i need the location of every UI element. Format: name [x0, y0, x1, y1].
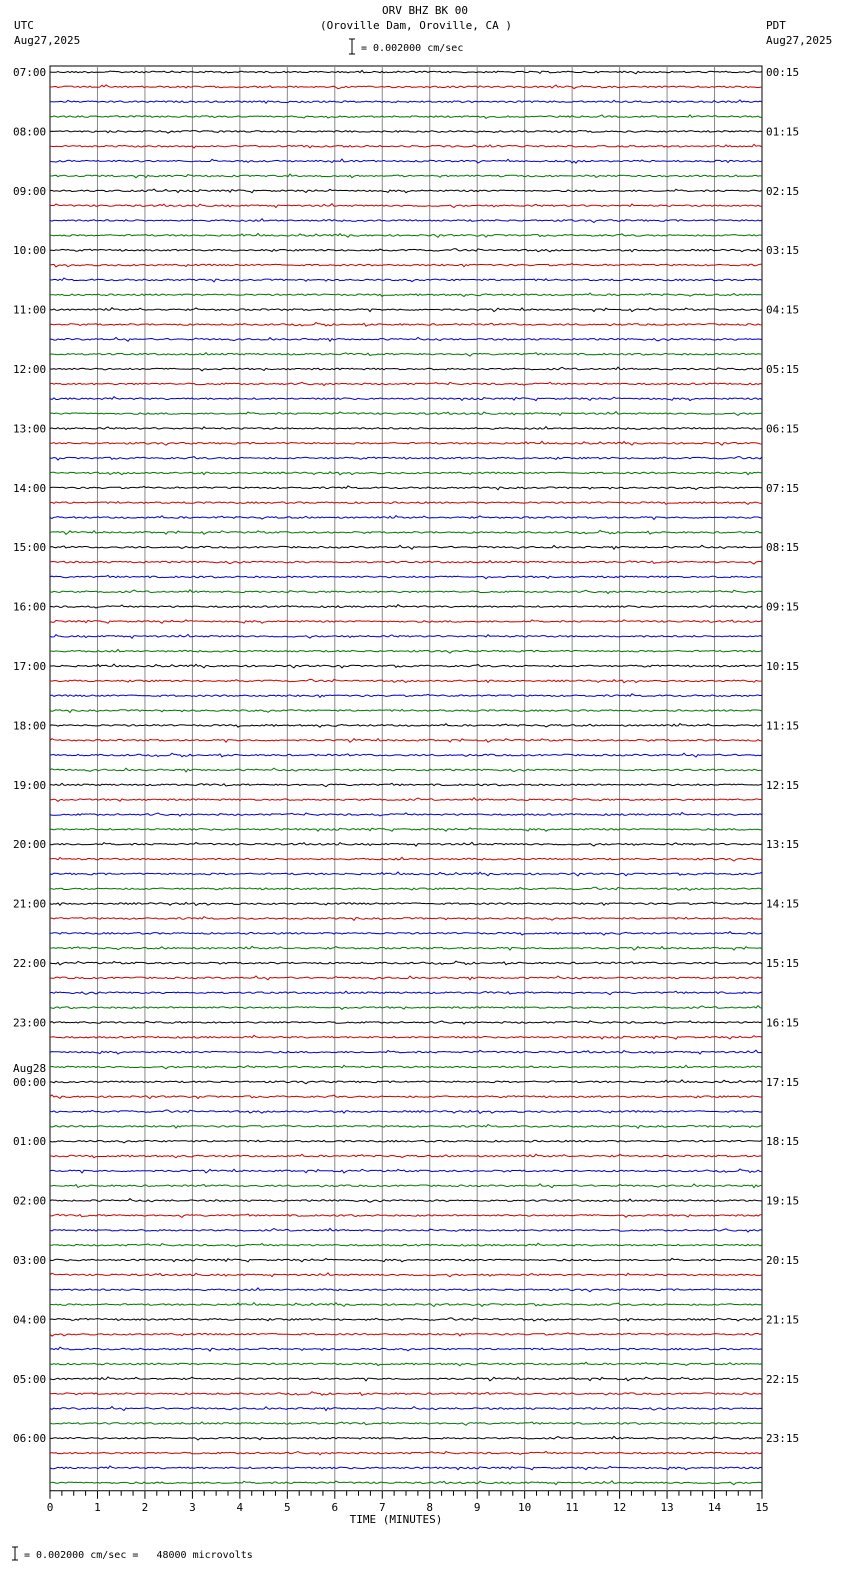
pdt-hour-label: 20:15: [766, 1254, 800, 1267]
trace-row: [50, 189, 762, 193]
pdt-hour-label: 10:15: [766, 660, 800, 673]
x-tick-label: 4: [236, 1500, 244, 1514]
trace-row: [50, 902, 762, 905]
trace-row: [50, 249, 762, 252]
trace-row: [50, 1065, 762, 1069]
x-tick-label: 13: [660, 1500, 674, 1514]
trace-row: [50, 1422, 762, 1425]
trace-row: [50, 1080, 762, 1084]
trace-row: [50, 1362, 762, 1366]
trace-row: [50, 308, 762, 312]
trace-row: [50, 530, 762, 534]
pdt-hour-label: 17:15: [766, 1075, 800, 1089]
footer-scale-text: = 0.002000 cm/sec = 48000 microvolts: [24, 1550, 253, 1561]
pdt-date-label: Aug27,2025: [766, 34, 833, 47]
x-tick-label: 12: [612, 1500, 627, 1514]
trace-row: [50, 1035, 762, 1039]
utc-hour-label: 01:00: [13, 1135, 47, 1149]
trace-row: [50, 516, 762, 520]
trace-row: [50, 976, 762, 980]
pdt-hour-label: 06:15: [766, 422, 800, 436]
trace-row: [50, 1214, 762, 1217]
utc-date-label: Aug27,2025: [14, 34, 81, 47]
x-tick-label: 10: [518, 1500, 532, 1514]
trace-row: [50, 144, 762, 148]
trace-row: [50, 412, 762, 416]
trace-row: [50, 946, 762, 950]
x-tick-label: 15: [755, 1500, 769, 1514]
pdt-hour-label: 00:15: [766, 66, 800, 79]
trace-row: [50, 857, 762, 861]
trace-row: [50, 131, 762, 134]
utc-hour-label: 21:00: [13, 897, 47, 911]
trace-row: [50, 204, 762, 208]
station-title: ORV BHZ BK 00: [381, 4, 469, 17]
x-tick-label: 1: [94, 1500, 101, 1514]
pdt-hour-label: 09:15: [766, 600, 800, 614]
pdt-hour-label: 04:15: [766, 303, 800, 317]
trace-row: [50, 709, 762, 712]
utc-hour-label: 03:00: [13, 1254, 47, 1267]
utc-hour-label: 20:00: [13, 838, 47, 852]
trace-row: [50, 842, 762, 846]
trace-row: [50, 813, 762, 817]
trace-row: [50, 1436, 762, 1440]
trace-row: [50, 293, 762, 297]
x-axis-title: TIME (MINUTES): [349, 1512, 443, 1526]
utc-hour-label: 06:00: [13, 1432, 47, 1446]
x-axis-ticks: [47, 1491, 769, 1526]
utc-hour-label: 13:00: [13, 422, 47, 436]
pdt-zone-label: PDT: [766, 19, 786, 32]
trace-row: [50, 1050, 762, 1054]
trace-row: [50, 1228, 762, 1232]
utc-hour-label: 02:00: [13, 1194, 47, 1208]
trace-row: [50, 278, 762, 282]
utc-hour-label: 16:00: [13, 600, 47, 614]
trace-row: [50, 634, 762, 638]
trace-row: [50, 1021, 762, 1024]
x-tick-label: 7: [378, 1500, 386, 1514]
trace-row: [50, 679, 762, 682]
trace-row: [50, 1303, 762, 1307]
scale-text: = 0.002000 cm/sec: [361, 43, 464, 54]
trace-row: [50, 1140, 762, 1143]
trace-row: [50, 264, 762, 267]
trace-row: [50, 441, 762, 445]
utc-zone-label: UTC: [14, 19, 34, 32]
trace-row: [50, 457, 762, 460]
trace-row: [50, 961, 762, 965]
trace-row: [50, 917, 762, 921]
trace-row: [50, 1125, 762, 1129]
pdt-hour-label: 08:15: [766, 541, 800, 555]
trace-row: [50, 724, 762, 728]
trace-row: [50, 115, 762, 119]
pdt-hour-label: 21:15: [766, 1313, 800, 1327]
pdt-hour-label: 07:15: [766, 481, 800, 495]
trace-row: [50, 664, 762, 668]
trace-row: [50, 1095, 762, 1099]
trace-row: [50, 174, 762, 178]
trace-row: [50, 1273, 762, 1277]
trace-row: [50, 1110, 762, 1113]
x-tick-label: 5: [284, 1500, 291, 1514]
trace-row: [50, 872, 762, 876]
trace-row: [50, 1377, 762, 1381]
pdt-hour-label: 18:15: [766, 1135, 800, 1149]
pdt-hour-label: 14:15: [766, 897, 800, 911]
utc-hour-label: 05:00: [13, 1372, 47, 1386]
x-tick-label: 3: [189, 1500, 196, 1514]
trace-row: [50, 85, 762, 89]
utc-hour-label: 18:00: [13, 719, 47, 733]
trace-row: [50, 545, 762, 549]
pdt-hour-label: 23:15: [766, 1432, 800, 1446]
trace-row: [50, 1169, 762, 1173]
x-tick-label: 6: [331, 1500, 339, 1514]
utc-hour-label: 04:00: [13, 1313, 47, 1327]
trace-row: [50, 561, 762, 564]
trace-row: [50, 1318, 762, 1321]
pdt-hour-label: 02:15: [766, 184, 800, 198]
trace-row: [50, 1466, 762, 1470]
utc-hour-label: 14:00: [13, 481, 47, 495]
station-location: (Oroville Dam, Oroville, CA ): [319, 19, 513, 32]
x-tick-label: 14: [707, 1500, 722, 1514]
trace-row: [50, 382, 762, 385]
trace-row: [50, 427, 762, 430]
x-tick-label: 0: [46, 1500, 54, 1514]
pdt-hour-label: 16:15: [766, 1016, 800, 1030]
pdt-hour-label: 13:15: [766, 838, 800, 852]
trace-row: [50, 1481, 762, 1485]
trace-row: [50, 323, 762, 327]
trace-row: [50, 1288, 762, 1292]
trace-row: [50, 649, 762, 653]
utc-hour-label: 00:00: [13, 1075, 47, 1089]
trace-row: [50, 70, 762, 73]
pdt-hour-label: 11:15: [766, 719, 800, 733]
trace-row: [50, 798, 762, 802]
trace-row: [50, 753, 762, 757]
trace-row: [50, 1243, 762, 1246]
trace-row: [50, 1258, 762, 1262]
utc-hour-label: 11:00: [13, 303, 47, 317]
trace-row: [50, 1184, 762, 1188]
trace-row: [50, 1006, 762, 1010]
trace-row: [50, 100, 762, 103]
trace-row: [50, 991, 762, 994]
pdt-hour-label: 03:15: [766, 244, 800, 258]
pdt-hour-label: 12:15: [766, 778, 800, 792]
trace-row: [50, 590, 762, 594]
utc-hour-label: 17:00: [13, 660, 47, 673]
trace-row: [50, 159, 762, 163]
trace-row: [50, 337, 762, 341]
trace-row: [50, 397, 762, 401]
trace-row: [50, 783, 762, 786]
trace-row: [50, 353, 762, 356]
pdt-hour-label: 19:15: [766, 1194, 800, 1208]
pdt-hour-label: 15:15: [766, 957, 800, 970]
trace-row: [50, 1154, 762, 1158]
x-tick-label: 9: [473, 1500, 481, 1514]
utc-hour-label: 09:00: [13, 184, 47, 198]
utc-hour-label: 19:00: [13, 778, 47, 792]
trace-row: [50, 575, 762, 578]
x-tick-label: 2: [141, 1500, 149, 1514]
trace-row: [50, 1199, 762, 1203]
x-tick-label: 8: [426, 1500, 434, 1514]
trace-row: [50, 1392, 762, 1396]
trace-row: [50, 694, 762, 698]
trace-row: [50, 739, 762, 743]
utc-hour-label: 15:00: [13, 541, 47, 555]
trace-row: [50, 233, 762, 237]
trace-row: [50, 1407, 762, 1411]
trace-row: [50, 1333, 762, 1336]
trace-row: [50, 219, 762, 223]
trace-row: [50, 502, 762, 505]
date-change-label: Aug28: [13, 1061, 47, 1075]
trace-row: [50, 605, 762, 609]
utc-hour-label: 23:00: [13, 1016, 47, 1030]
trace-row: [50, 472, 762, 475]
pdt-hour-label: 22:15: [766, 1372, 800, 1386]
utc-hour-label: 12:00: [13, 363, 47, 376]
trace-row: [50, 828, 762, 831]
trace-row: [50, 768, 762, 772]
trace-row: [50, 1451, 762, 1454]
utc-hour-label: 08:00: [13, 125, 47, 139]
trace-row: [50, 887, 762, 890]
pdt-hour-label: 01:15: [766, 125, 800, 139]
utc-hour-label: 07:00: [13, 66, 47, 79]
utc-hour-label: 10:00: [13, 244, 47, 258]
trace-row: [50, 620, 762, 624]
trace-row: [50, 486, 762, 490]
x-tick-label: 11: [565, 1500, 579, 1514]
trace-row: [50, 932, 762, 936]
trace-row: [50, 367, 762, 371]
pdt-hour-label: 05:15: [766, 363, 800, 376]
utc-hour-label: 22:00: [13, 957, 47, 970]
trace-row: [50, 1347, 762, 1351]
seismic-traces: [50, 70, 762, 1484]
